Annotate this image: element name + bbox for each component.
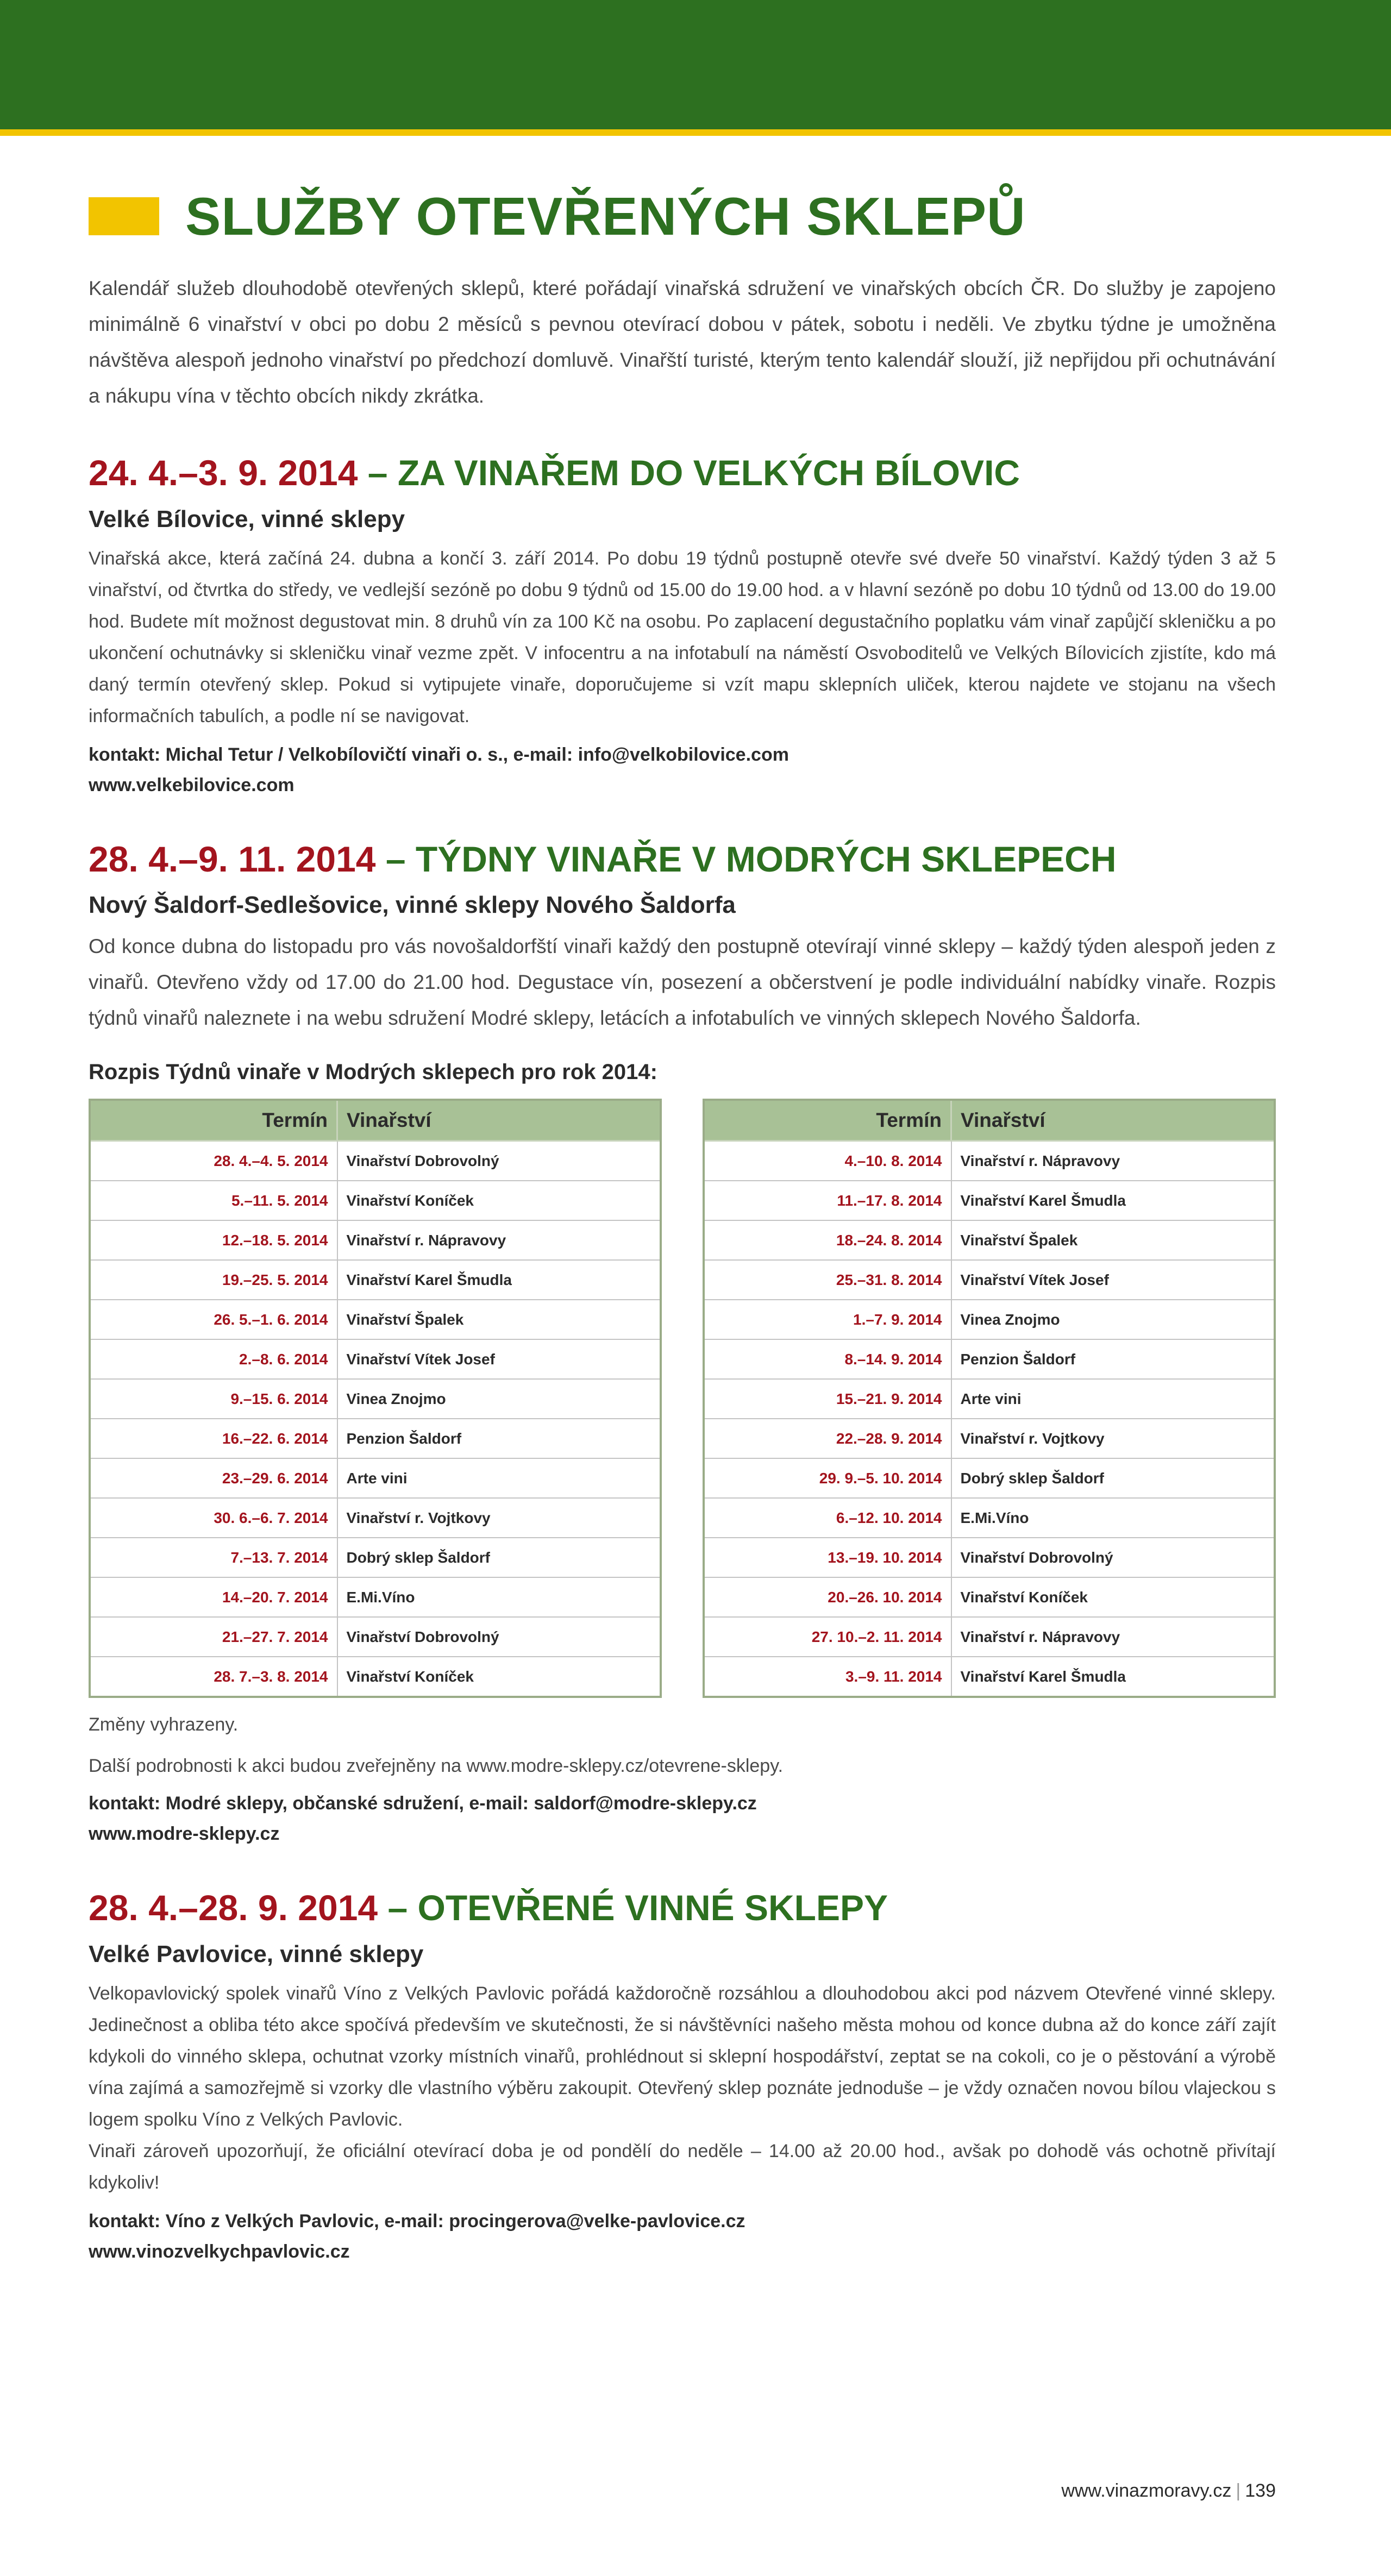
winery-cell: Vinařství r. Nápravovy bbox=[951, 1617, 1275, 1657]
winery-cell: Vinařství Koníček bbox=[337, 1657, 661, 1697]
winery-cell: Dobrý sklep Šaldorf bbox=[951, 1458, 1275, 1498]
intro-paragraph: Kalendář služeb dlouhodobě otevřených sklepů, které pořádají vinařská sdružení ve vinařských obcích ČR. Do služby je zapojeno minimálně 6 vinařství v obci po dobu 2 měsíců s pevnou otevírací dobou v pátek, sobotu i neděli. Ve zbytku týdne je umožněna návštěva alespoň jednoho vinařství po předchozí domluvě. Vinařští turisté, kterým tento kalendář slouží, již nepřijdou při ochutnávání a nákupu vína v těchto obcích nikdy zkrátka. bbox=[89, 277, 1276, 407]
table-row bbox=[704, 1141, 1275, 1181]
column-header-term: Termín bbox=[90, 1100, 337, 1141]
schedule-title: Rozpis Týdnů vinaře v Modrých sklepech pro rok 2014: bbox=[89, 1060, 657, 1085]
changes-note: Změny vyhrazeny. bbox=[89, 1714, 239, 1735]
schedule-table-right bbox=[703, 1099, 1276, 1698]
column-header-winery: Vinařství bbox=[337, 1100, 661, 1141]
section-dash: – bbox=[358, 453, 398, 493]
term-cell: 28. 7.–3. 8. 2014 bbox=[90, 1657, 337, 1697]
section-subtitle: Velké Bílovice, vinné sklepy bbox=[89, 505, 405, 532]
table-row bbox=[704, 1657, 1275, 1697]
table-row bbox=[90, 1260, 661, 1300]
winery-cell: Vinea Znojmo bbox=[951, 1300, 1275, 1339]
section-heading bbox=[89, 453, 1276, 493]
section-title: TÝDNY VINAŘE V MODRÝCH SKLEPECH bbox=[415, 838, 1117, 879]
table-row bbox=[90, 1181, 661, 1220]
winery-cell: Vinařství Karel Šmudla bbox=[951, 1657, 1275, 1697]
contact-block bbox=[89, 739, 1276, 800]
section-subtitle: Velké Pavlovice, vinné sklepy bbox=[89, 1940, 424, 1967]
table-row bbox=[704, 1379, 1275, 1419]
winery-cell: Vinařství Vítek Josef bbox=[951, 1260, 1275, 1300]
table-row bbox=[90, 1538, 661, 1577]
term-cell: 4.–10. 8. 2014 bbox=[704, 1141, 951, 1181]
section-modre-sklepy bbox=[89, 839, 1276, 1850]
page-footer bbox=[1061, 2480, 1276, 2502]
winery-cell: Vinea Znojmo bbox=[337, 1379, 661, 1419]
table-row bbox=[704, 1577, 1275, 1617]
winery-cell: Vinařství Špalek bbox=[337, 1300, 661, 1339]
term-cell: 2.–8. 6. 2014 bbox=[90, 1339, 337, 1379]
section-velke-bilovice bbox=[89, 453, 1276, 800]
table-row bbox=[90, 1220, 661, 1260]
table-row bbox=[704, 1458, 1275, 1498]
section-date: 28. 4.–28. 9. 2014 bbox=[89, 1888, 378, 1928]
table-row bbox=[90, 1300, 661, 1339]
website-link[interactable]: www.modre-sklepy.cz bbox=[89, 1823, 280, 1845]
contact-line: kontakt: Víno z Velkých Pavlovic, e-mail: procingerova@velke-pavlovice.cz bbox=[89, 2210, 745, 2232]
term-cell: 13.–19. 10. 2014 bbox=[704, 1538, 951, 1577]
section-date: 24. 4.–3. 9. 2014 bbox=[89, 453, 358, 493]
term-cell: 1.–7. 9. 2014 bbox=[704, 1300, 951, 1339]
winery-cell: Arte vini bbox=[951, 1379, 1275, 1419]
term-cell: 6.–12. 10. 2014 bbox=[704, 1498, 951, 1538]
section-date: 28. 4.–9. 11. 2014 bbox=[89, 838, 376, 879]
table-row bbox=[90, 1617, 661, 1657]
table-row bbox=[704, 1498, 1275, 1538]
contact-block bbox=[89, 2206, 1276, 2267]
contact-block bbox=[89, 1788, 1276, 1849]
winery-cell: Dobrý sklep Šaldorf bbox=[337, 1538, 661, 1577]
term-cell: 8.–14. 9. 2014 bbox=[704, 1339, 951, 1379]
top-header-bar bbox=[0, 0, 1391, 136]
winery-cell: Arte vini bbox=[337, 1458, 661, 1498]
schedule-table-left bbox=[89, 1099, 662, 1698]
website-link[interactable]: www.vinozvelkychpavlovic.cz bbox=[89, 2241, 350, 2262]
winery-cell: Penzion Šaldorf bbox=[337, 1419, 661, 1458]
table-row bbox=[704, 1300, 1275, 1339]
section-velke-pavlovice bbox=[89, 1888, 1276, 2267]
winery-cell: Vinařství Koníček bbox=[337, 1181, 661, 1220]
section-heading bbox=[89, 1888, 1276, 1928]
section-title: OTEVŘENÉ VINNÉ SKLEPY bbox=[417, 1888, 888, 1928]
winery-cell: Vinařství Dobrovolný bbox=[951, 1538, 1275, 1577]
term-cell: 16.–22. 6. 2014 bbox=[90, 1419, 337, 1458]
term-cell: 27. 10.–2. 11. 2014 bbox=[704, 1617, 951, 1657]
table-row bbox=[90, 1458, 661, 1498]
yellow-marker bbox=[89, 197, 159, 235]
table-row bbox=[704, 1617, 1275, 1657]
winery-cell: Vinařství Dobrovolný bbox=[337, 1617, 661, 1657]
table-row bbox=[90, 1577, 661, 1617]
term-cell: 25.–31. 8. 2014 bbox=[704, 1260, 951, 1300]
winery-cell: Vinařství r. Vojtkovy bbox=[951, 1419, 1275, 1458]
term-cell: 9.–15. 6. 2014 bbox=[90, 1379, 337, 1419]
contact-line: kontakt: Modré sklepy, občanské sdružení, e-mail: saldorf@modre-sklepy.cz bbox=[89, 1793, 757, 1814]
table-row bbox=[704, 1181, 1275, 1220]
table-row bbox=[704, 1419, 1275, 1458]
term-cell: 11.–17. 8. 2014 bbox=[704, 1181, 951, 1220]
contact-line: kontakt: Michal Tetur / Velkobílovičtí vinaři o. s., e-mail: info@velkobilovice.com bbox=[89, 744, 789, 765]
table-row bbox=[90, 1141, 661, 1181]
table-row bbox=[90, 1498, 661, 1538]
column-header-term: Termín bbox=[704, 1100, 951, 1141]
winery-cell: Vinařství r. Nápravovy bbox=[337, 1220, 661, 1260]
term-cell: 22.–28. 9. 2014 bbox=[704, 1419, 951, 1458]
table-row bbox=[704, 1538, 1275, 1577]
page-title: SLUŽBY OTEVŘENÝCH SKLEPŮ bbox=[185, 186, 1026, 246]
term-cell: 20.–26. 10. 2014 bbox=[704, 1577, 951, 1617]
table-row bbox=[90, 1419, 661, 1458]
winery-cell: E.Mi.Víno bbox=[337, 1577, 661, 1617]
table-row bbox=[90, 1379, 661, 1419]
page-content bbox=[89, 184, 1276, 2267]
section-dash: – bbox=[375, 838, 416, 879]
term-cell: 3.–9. 11. 2014 bbox=[704, 1657, 951, 1697]
table-row bbox=[90, 1657, 661, 1697]
schedule-tables bbox=[89, 1099, 1276, 1698]
footer-divider: | bbox=[1236, 2480, 1241, 2501]
website-link[interactable]: www.velkebilovice.com bbox=[89, 774, 295, 795]
winery-cell: Vinařství Špalek bbox=[951, 1220, 1275, 1260]
term-cell: 12.–18. 5. 2014 bbox=[90, 1220, 337, 1260]
table-row bbox=[704, 1339, 1275, 1379]
section-subtitle: Nový Šaldorf-Sedlešovice, vinné sklepy Nového Šaldorfa bbox=[89, 892, 736, 919]
term-cell: 7.–13. 7. 2014 bbox=[90, 1538, 337, 1577]
term-cell: 23.–29. 6. 2014 bbox=[90, 1458, 337, 1498]
winery-cell: Vinařství r. Vojtkovy bbox=[337, 1498, 661, 1538]
winery-cell: Vinařství Karel Šmudla bbox=[951, 1181, 1275, 1220]
term-cell: 29. 9.–5. 10. 2014 bbox=[704, 1458, 951, 1498]
winery-cell: E.Mi.Víno bbox=[951, 1498, 1275, 1538]
main-heading bbox=[89, 184, 1276, 249]
section-text: Od konce dubna do listopadu pro vás novošaldorfští vinaři každý den postupně otevírají vinné sklepy – každý týden alespoň jeden z vinařů. Otevřeno vždy od 17.00 do 21.00 hod. Degustace vín, posezení a občerstvení je podle individuální nabídky vinaře. Rozpis týdnů vinařů naleznete i na webu sdružení Modré sklepy, letácích a infotabulích ve vinných sklepech Nového Šaldorfa. bbox=[89, 935, 1276, 1030]
winery-cell: Vinařství Vítek Josef bbox=[337, 1339, 661, 1379]
term-cell: 15.–21. 9. 2014 bbox=[704, 1379, 951, 1419]
section-title: ZA VINAŘEM DO VELKÝCH BÍLOVIC bbox=[397, 453, 1020, 493]
term-cell: 21.–27. 7. 2014 bbox=[90, 1617, 337, 1657]
winery-cell: Vinařství Karel Šmudla bbox=[337, 1260, 661, 1300]
table-row bbox=[704, 1220, 1275, 1260]
term-cell: 30. 6.–6. 7. 2014 bbox=[90, 1498, 337, 1538]
winery-cell: Penzion Šaldorf bbox=[951, 1339, 1275, 1379]
term-cell: 5.–11. 5. 2014 bbox=[90, 1181, 337, 1220]
table-header-row bbox=[704, 1100, 1275, 1141]
section-text: Vinařská akce, která začíná 24. dubna a končí 3. září 2014. Po dobu 19 týdnů postupně otevře své dveře 50 vinařství. Každý týden 3 až 5 vinařství, od čtvrtka do středy, ve vedlejší sezóně po dobu 9 týdnů od 15.00 do 19.00 hod. a v hlavní sezóně po dobu 10 týdnů od 13.00 do 19.00 hod. Budete mít možnost degustovat min. 8 druhů vín za 100 Kč na osobu. Po zaplacení degustačního poplatku vám vinař zapůjčí skleničku a po ukončení ochutnávky si skleničku vinař vezme zpět. V infocentru a na infotabulí na náměstí Osvoboditelů ve Velkých Bílovicích zjistíte, kdo má daný termín otevřený sklep. Pokud si vytipujete vinaře, doporučujeme si vzít mapu sklepních uliček, kterou najdete ve stojanu na všech informačních tabulích, a podle ní se navigovat. bbox=[89, 548, 1276, 726]
column-header-winery: Vinařství bbox=[951, 1100, 1275, 1141]
term-cell: 19.–25. 5. 2014 bbox=[90, 1260, 337, 1300]
table-header-row bbox=[90, 1100, 661, 1141]
section-text: Velkopavlovický spolek vinařů Víno z Velkých Pavlovic pořádá každoročně rozsáhlou a dlouhodobou akci pod názvem Otevřené vinné sklepy. Jedinečnost a obliba této akce spočívá především ve skutečnosti, že si návštěvníci našeho města mohou od konce dubna až do konce září zajít kdykoli do vinného sklepa, ochutnat vzorky místních vinařů, prohlédnout si sklepní hospodářství, zeptat se na cokoli, co je o pěstování a výrobě vína zajímá a samozřejmě si vzorky dle vlastního výběru zakoupit. Otevřený sklep poznáte jednoduše – je vždy označen novou bílou vlajeckou s logem spolku Víno z Velkých Pavlovic. bbox=[89, 1983, 1276, 2130]
section-text-2: Vinaři zároveň upozorňují, že oficiální otevírací doba je od pondělí do neděle – 14.00 až 20.00 hod., avšak po dohodě vás ochotně přivítají kdykoliv! bbox=[89, 2140, 1276, 2193]
term-cell: 28. 4.–4. 5. 2014 bbox=[90, 1141, 337, 1181]
section-heading bbox=[89, 839, 1276, 879]
term-cell: 18.–24. 8. 2014 bbox=[704, 1220, 951, 1260]
winery-cell: Vinařství Dobrovolný bbox=[337, 1141, 661, 1181]
term-cell: 26. 5.–1. 6. 2014 bbox=[90, 1300, 337, 1339]
table-row bbox=[704, 1260, 1275, 1300]
details-note: Další podrobnosti k akci budou zveřejněny na www.modre-sklepy.cz/otevrene-sklepy. bbox=[89, 1756, 784, 1777]
table-row bbox=[90, 1339, 661, 1379]
winery-cell: Vinařství Koníček bbox=[951, 1577, 1275, 1617]
page-number: 139 bbox=[1245, 2480, 1276, 2501]
footer-website[interactable]: www.vinazmoravy.cz bbox=[1061, 2480, 1232, 2501]
winery-cell: Vinařství r. Nápravovy bbox=[951, 1141, 1275, 1181]
section-dash: – bbox=[378, 1888, 418, 1928]
term-cell: 14.–20. 7. 2014 bbox=[90, 1577, 337, 1617]
